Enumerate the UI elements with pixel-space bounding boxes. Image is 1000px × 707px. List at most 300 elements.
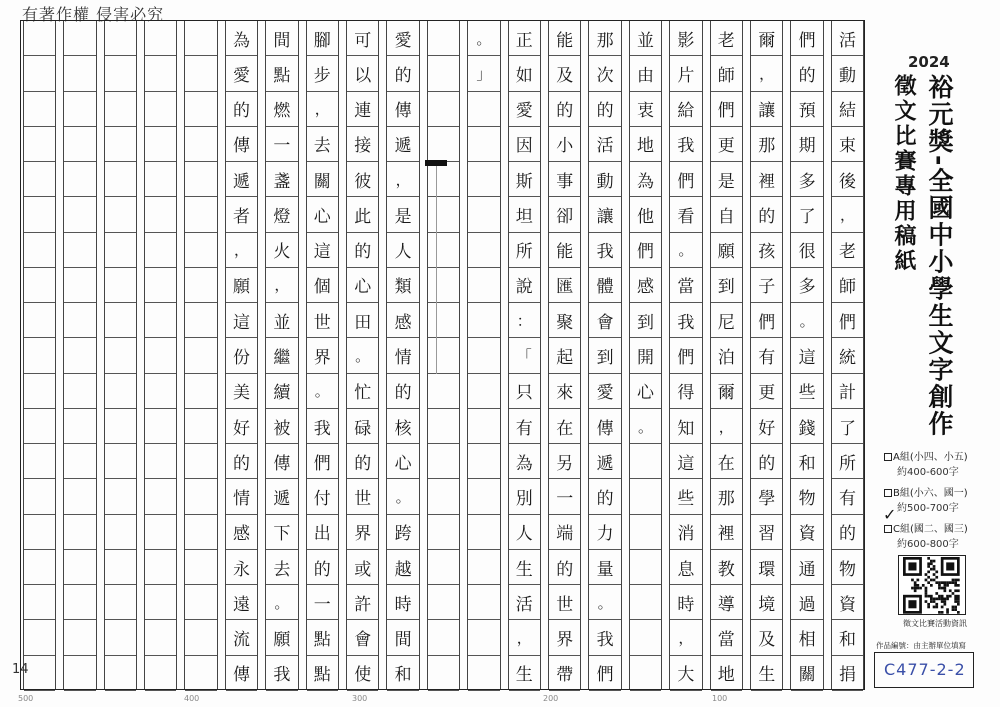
- grid-column-4: [710, 21, 744, 689]
- grid-column-7: [588, 21, 622, 689]
- grid-cell: 繼: [266, 338, 298, 373]
- grid-cell: 為: [226, 21, 258, 56]
- grid-cell: [428, 515, 460, 550]
- grid-cell: 動: [832, 56, 864, 91]
- grid-cell: 。: [670, 233, 702, 268]
- grid-cell: 讓: [589, 197, 621, 232]
- ruler-200: 200: [543, 694, 559, 703]
- grid-cell: 火: [266, 233, 298, 268]
- grid-cell: 們: [670, 162, 702, 197]
- grid-cell: 預: [791, 92, 823, 127]
- grid-cell: 很: [791, 233, 823, 268]
- grid-cell: [428, 409, 460, 444]
- grid-cell: [105, 233, 137, 268]
- checkbox-icon: [884, 453, 892, 461]
- grid-cell: 傳: [387, 92, 419, 127]
- grid-cell: [145, 197, 177, 232]
- grid-cell: 及: [549, 56, 581, 91]
- grid-cell: 界: [307, 338, 339, 373]
- grid-cell: [105, 21, 137, 56]
- grid-cell: 一: [307, 585, 339, 620]
- grid-cell: 愛: [226, 56, 258, 91]
- grid-cell: 會: [589, 303, 621, 338]
- grid-cell: 遞: [266, 479, 298, 514]
- grid-cell: 如: [509, 56, 541, 91]
- grid-cell: [145, 21, 177, 56]
- grid-cell: 習: [751, 515, 783, 550]
- grid-cell: 去: [307, 127, 339, 162]
- grid-cell: 裡: [751, 162, 783, 197]
- grid-cell: 的: [307, 550, 339, 585]
- grid-cell: 的: [347, 444, 379, 479]
- grid-cell: 世: [307, 303, 339, 338]
- grid-cell: 學: [751, 479, 783, 514]
- grid-cell: 界: [549, 620, 581, 655]
- grid-cell: 心: [347, 268, 379, 303]
- grid-cell: [428, 338, 460, 373]
- grid-column-12: [386, 21, 420, 689]
- grid-cell: [24, 162, 56, 197]
- grid-cell: 我: [670, 127, 702, 162]
- grid-cell: 的: [832, 515, 864, 550]
- grid-cell: 活: [589, 127, 621, 162]
- grid-cell: [24, 444, 56, 479]
- manuscript-grid: [20, 20, 865, 690]
- grid-cell: 遠: [226, 585, 258, 620]
- grid-cell: 個: [307, 268, 339, 303]
- grid-cell: [64, 127, 96, 162]
- grid-cell: 別: [509, 479, 541, 514]
- grid-column-9: [508, 21, 542, 689]
- grid-cell: 卻: [549, 197, 581, 232]
- grid-cell: ：: [509, 303, 541, 338]
- grid-cell: 的: [387, 56, 419, 91]
- grid-cell: 連: [347, 92, 379, 127]
- grid-cell: 這: [307, 233, 339, 268]
- grid-cell: [185, 127, 217, 162]
- grid-cell: 起: [549, 338, 581, 373]
- grid-cell: [630, 656, 662, 691]
- grid-cell: 跨: [387, 515, 419, 550]
- grid-cell: [105, 550, 137, 585]
- grid-column-6: [629, 21, 663, 689]
- grid-cell: 願: [226, 268, 258, 303]
- grid-cell: [64, 479, 96, 514]
- grid-cell: 活: [832, 21, 864, 56]
- grid-cell: 感: [630, 268, 662, 303]
- grid-column-13: [346, 21, 380, 689]
- grid-cell: 田: [347, 303, 379, 338]
- grid-cell: [468, 444, 500, 479]
- grid-cell: 可: [347, 21, 379, 56]
- grid-cell: 世: [549, 585, 581, 620]
- grid-cell: 傳: [226, 127, 258, 162]
- grid-cell: 這: [791, 338, 823, 373]
- grid-cell: [145, 92, 177, 127]
- grid-cell: 。: [468, 21, 500, 56]
- grid-cell: 情: [387, 338, 419, 373]
- grid-cell: [428, 374, 460, 409]
- grid-cell: 是: [387, 197, 419, 232]
- grid-cell: 忙: [347, 374, 379, 409]
- grid-cell: 。: [630, 409, 662, 444]
- grid-cell: 人: [387, 233, 419, 268]
- grid-cell: 尼: [711, 303, 743, 338]
- grid-cell: 」: [468, 56, 500, 91]
- qr-code-icon: [898, 555, 966, 615]
- grid-cell: [24, 56, 56, 91]
- grid-cell: [428, 479, 460, 514]
- grid-cell: 出: [307, 515, 339, 550]
- grid-cell: 使: [347, 656, 379, 691]
- grid-cell: 傳: [589, 409, 621, 444]
- grid-cell: 燈: [266, 197, 298, 232]
- grid-cell: 許: [347, 585, 379, 620]
- grid-cell: 愛: [589, 374, 621, 409]
- grid-cell: [185, 338, 217, 373]
- grid-cell: 有: [509, 409, 541, 444]
- grid-column-20: [63, 21, 97, 689]
- grid-cell: 會: [347, 620, 379, 655]
- grid-cell: [630, 620, 662, 655]
- grid-cell: [64, 268, 96, 303]
- grid-cell: [185, 515, 217, 550]
- grid-cell: [428, 162, 460, 197]
- grid-cell: 地: [630, 127, 662, 162]
- grid-cell: [64, 92, 96, 127]
- group-b-words: 約500-700字: [897, 503, 959, 514]
- grid-cell: 得: [670, 374, 702, 409]
- grid-cell: 後: [832, 162, 864, 197]
- grid-cell: [468, 550, 500, 585]
- grid-cell: [105, 479, 137, 514]
- qr-caption: 徵文比賽活動資訊: [903, 619, 967, 628]
- grid-cell: [428, 233, 460, 268]
- grid-cell: [105, 585, 137, 620]
- group-option-c: [884, 520, 984, 550]
- grid-cell: [428, 303, 460, 338]
- grid-cell: 並: [266, 303, 298, 338]
- grid-cell: 正: [509, 21, 541, 56]
- grid-cell: 的: [589, 92, 621, 127]
- grid-cell: [185, 550, 217, 585]
- grid-cell: ，: [711, 409, 743, 444]
- grid-cell: 通: [791, 550, 823, 585]
- grid-cell: 給: [670, 92, 702, 127]
- grid-cell: [105, 197, 137, 232]
- grid-cell: [145, 162, 177, 197]
- grid-cell: 們: [832, 303, 864, 338]
- grid-cell: 片: [670, 56, 702, 91]
- grid-cell: 次: [589, 56, 621, 91]
- grid-cell: 孩: [751, 233, 783, 268]
- grid-cell: 愛: [387, 21, 419, 56]
- grid-cell: [105, 374, 137, 409]
- grid-cell: [105, 338, 137, 373]
- grid-cell: 了: [832, 409, 864, 444]
- grid-cell: [468, 92, 500, 127]
- grid-cell: [185, 21, 217, 56]
- grid-cell: [145, 620, 177, 655]
- grid-cell: [64, 515, 96, 550]
- grid-cell: 遞: [589, 444, 621, 479]
- grid-cell: 和: [791, 444, 823, 479]
- grid-cell: 好: [226, 409, 258, 444]
- grid-cell: 的: [347, 233, 379, 268]
- grid-cell: [24, 479, 56, 514]
- grid-cell: 有: [751, 338, 783, 373]
- grid-cell: 多: [791, 162, 823, 197]
- grid-cell: 的: [226, 92, 258, 127]
- grid-cell: [64, 374, 96, 409]
- grid-cell: 好: [751, 409, 783, 444]
- grid-cell: 當: [711, 620, 743, 655]
- checkbox-icon: [884, 525, 892, 533]
- grid-cell: 教: [711, 550, 743, 585]
- grid-cell: 「: [509, 338, 541, 373]
- grid-cell: 所: [832, 444, 864, 479]
- grid-cell: 續: [266, 374, 298, 409]
- grid-cell: [24, 127, 56, 162]
- grid-cell: 傳: [266, 444, 298, 479]
- grid-cell: 能: [549, 21, 581, 56]
- grid-cell: [145, 233, 177, 268]
- grid-cell: [630, 479, 662, 514]
- grid-cell: [428, 21, 460, 56]
- grid-cell: [468, 268, 500, 303]
- grid-cell: [24, 303, 56, 338]
- grid-cell: 們: [711, 92, 743, 127]
- grid-cell: 。: [589, 585, 621, 620]
- grid-cell: 環: [751, 550, 783, 585]
- grid-cell: [105, 92, 137, 127]
- grid-cell: 步: [307, 56, 339, 91]
- grid-cell: 地: [711, 656, 743, 691]
- grid-cell: 爾: [751, 21, 783, 56]
- grid-cell: 帶: [549, 656, 581, 691]
- grid-cell: 願: [266, 620, 298, 655]
- grid-cell: 們: [670, 338, 702, 373]
- grid-cell: 來: [549, 374, 581, 409]
- grid-cell: 和: [832, 620, 864, 655]
- grid-cell: [428, 550, 460, 585]
- grid-cell: 。: [307, 374, 339, 409]
- grid-cell: 力: [589, 515, 621, 550]
- grid-cell: 心: [630, 374, 662, 409]
- grid-cell: 捐: [832, 656, 864, 691]
- grid-cell: 的: [549, 92, 581, 127]
- grid-cell: 的: [751, 444, 783, 479]
- grid-cell: [24, 374, 56, 409]
- grid-cell: 由: [630, 56, 662, 91]
- grid-cell: [468, 197, 500, 232]
- grid-cell: 份: [226, 338, 258, 373]
- grid-cell: [145, 127, 177, 162]
- grid-cell: [64, 233, 96, 268]
- grid-cell: [428, 620, 460, 655]
- grid-cell: 這: [670, 444, 702, 479]
- grid-cell: 類: [387, 268, 419, 303]
- grid-cell: 多: [791, 268, 823, 303]
- group-option-a: [884, 448, 984, 478]
- grid-cell: 物: [791, 479, 823, 514]
- grid-cell: [468, 303, 500, 338]
- grid-cell: [185, 268, 217, 303]
- grid-cell: 到: [711, 268, 743, 303]
- grid-cell: [428, 92, 460, 127]
- grid-cell: 感: [387, 303, 419, 338]
- grid-cell: 的: [549, 550, 581, 585]
- grid-cell: [630, 515, 662, 550]
- grid-cell: 點: [307, 656, 339, 691]
- grid-cell: 時: [670, 585, 702, 620]
- grid-cell: [105, 56, 137, 91]
- grid-cell: 那: [589, 21, 621, 56]
- grid-cell: 們: [791, 21, 823, 56]
- grid-cell: [468, 620, 500, 655]
- grid-cell: [145, 338, 177, 373]
- grid-cell: 間: [387, 620, 419, 655]
- ruler-400: 400: [184, 694, 200, 703]
- grid-cell: [105, 515, 137, 550]
- grid-cell: [24, 585, 56, 620]
- grid-cell: 能: [549, 233, 581, 268]
- grid-cell: [24, 620, 56, 655]
- grid-cell: 了: [791, 197, 823, 232]
- grid-cell: [468, 127, 500, 162]
- grid-cell: [105, 409, 137, 444]
- grid-cell: [468, 515, 500, 550]
- grid-cell: [64, 656, 96, 691]
- grid-cell: [468, 585, 500, 620]
- grid-cell: [145, 444, 177, 479]
- grid-cell: 付: [307, 479, 339, 514]
- contest-year: 2024: [908, 53, 950, 71]
- grid-cell: 物: [832, 550, 864, 585]
- grid-cell: 所: [509, 233, 541, 268]
- grid-cell: 們: [307, 444, 339, 479]
- grid-column-18: [144, 21, 178, 689]
- grid-cell: 消: [670, 515, 702, 550]
- grid-cell: 計: [832, 374, 864, 409]
- grid-cell: 影: [670, 21, 702, 56]
- grid-cell: 這: [226, 303, 258, 338]
- grid-cell: 心: [307, 197, 339, 232]
- grid-cell: 腳: [307, 21, 339, 56]
- grid-cell: 量: [589, 550, 621, 585]
- grid-cell: 讓: [751, 92, 783, 127]
- grid-cell: ，: [751, 56, 783, 91]
- grid-cell: [630, 444, 662, 479]
- grid-cell: 去: [266, 550, 298, 585]
- grid-cell: 坦: [509, 197, 541, 232]
- grid-cell: [468, 374, 500, 409]
- grid-cell: 聚: [549, 303, 581, 338]
- grid-cell: [428, 56, 460, 91]
- group-b-label: B組(小六、國一): [893, 488, 968, 499]
- grid-column-17: [184, 21, 218, 689]
- grid-cell: 錢: [791, 409, 823, 444]
- grid-cell: [468, 162, 500, 197]
- grid-cell: 感: [226, 515, 258, 550]
- grid-cell: 碌: [347, 409, 379, 444]
- grid-cell: [468, 338, 500, 373]
- grid-cell: 泊: [711, 338, 743, 373]
- check-mark-icon: ✓: [883, 505, 897, 524]
- grid-cell: 美: [226, 374, 258, 409]
- grid-cell: 為: [630, 162, 662, 197]
- grid-cell: [105, 656, 137, 691]
- grid-cell: 到: [630, 303, 662, 338]
- grid-cell: [145, 409, 177, 444]
- grid-cell: 資: [791, 515, 823, 550]
- grid-cell: 到: [589, 338, 621, 373]
- group-a-label: A組(小四、小五): [893, 452, 968, 463]
- contest-title: 裕元獎-全國中小學生文字創作: [925, 74, 954, 438]
- grid-cell: 衷: [630, 92, 662, 127]
- grid-column-16: [225, 21, 259, 689]
- grid-cell: ，: [832, 197, 864, 232]
- grid-cell: [64, 197, 96, 232]
- grid-cell: 事: [549, 162, 581, 197]
- grid-cell: 關: [791, 656, 823, 691]
- grid-cell: [428, 197, 460, 232]
- grid-cell: 傳: [226, 656, 258, 691]
- grid-cell: 我: [589, 620, 621, 655]
- grid-cell: [24, 233, 56, 268]
- grid-cell: 束: [832, 127, 864, 162]
- grid-cell: 永: [226, 550, 258, 585]
- grid-cell: [24, 338, 56, 373]
- grid-cell: 生: [509, 550, 541, 585]
- grid-cell: 。: [347, 338, 379, 373]
- grid-cell: 另: [549, 444, 581, 479]
- grid-cell: 在: [711, 444, 743, 479]
- grid-cell: 師: [832, 268, 864, 303]
- grid-column-3: [750, 21, 784, 689]
- group-c-label: C組(國二、國三): [893, 524, 968, 535]
- grid-column-11: [427, 21, 461, 689]
- grid-cell: 核: [387, 409, 419, 444]
- grid-cell: 生: [509, 656, 541, 691]
- grid-cell: ，: [226, 233, 258, 268]
- grid-cell: [24, 92, 56, 127]
- grid-cell: [185, 620, 217, 655]
- grid-cell: 些: [791, 374, 823, 409]
- grid-cell: [24, 197, 56, 232]
- grid-cell: 。: [791, 303, 823, 338]
- grid-cell: 在: [549, 409, 581, 444]
- grid-cell: 匯: [549, 268, 581, 303]
- grid-cell: 。: [266, 585, 298, 620]
- grid-cell: [185, 479, 217, 514]
- grid-cell: 遞: [387, 127, 419, 162]
- grid-cell: [64, 409, 96, 444]
- grid-cell: 世: [347, 479, 379, 514]
- grid-cell: 當: [670, 268, 702, 303]
- grid-cell: 斯: [509, 162, 541, 197]
- grid-cell: [185, 585, 217, 620]
- grid-cell: [145, 585, 177, 620]
- grid-cell: [468, 233, 500, 268]
- grid-cell: 老: [711, 21, 743, 56]
- grid-cell: 更: [711, 127, 743, 162]
- grid-column-21: [23, 21, 57, 689]
- page-number: 14: [12, 662, 29, 677]
- grid-cell: 相: [791, 620, 823, 655]
- grid-cell: 他: [630, 197, 662, 232]
- grid-cell: 那: [751, 127, 783, 162]
